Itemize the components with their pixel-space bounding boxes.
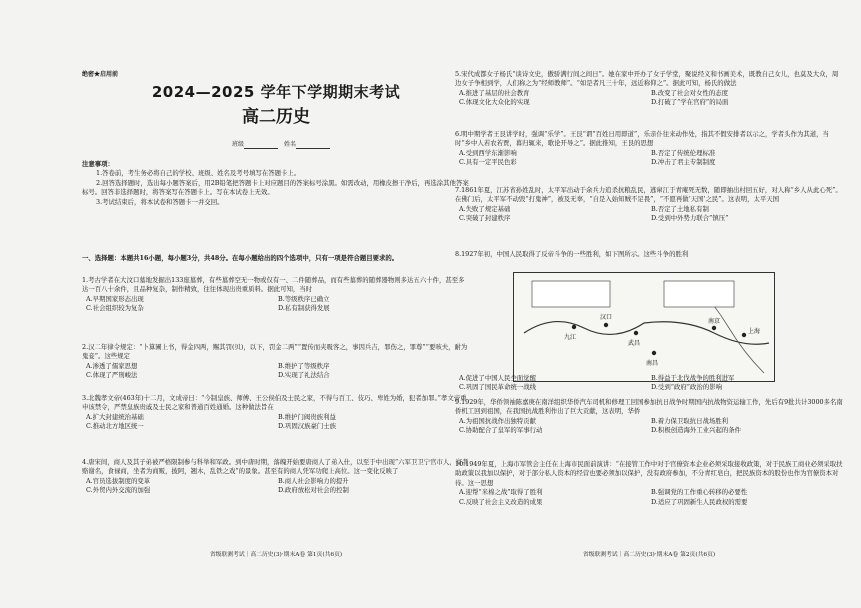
option: C.巩固了国民革命统一战线 — [459, 383, 536, 392]
student-info — [232, 140, 336, 149]
section-heading: 一、选择题：本题共16小题，每小题3分，共48分。在每小题给出的四个选项中，只有一项是符合题目要求的。 — [82, 254, 399, 262]
city-dot — [572, 325, 576, 329]
question-text: 3.北魏孝文帝(463年)十二月，文成帝曰：“今制皇族、师傅、王公侯伯及士民之家，不得与百工、伎巧、卑姓为婚，犯者加罪。”孝文帝重申该禁令，严禁皇族贵戚及士民之家和普通百姓通婚。这种做法旨在 — [82, 394, 467, 412]
question-text: 10.1949年夏，上海市军管会主任在上海市民面前演讲：“在接管工作中对于官僚资本企业必须采取接收政策，对于民族工商业必须采取扶助政策以我加以保护，对于部分私人资本的经营也要必须加以保护，没有政府参加，不分青红皂白，把民族资本的股份也作为官僚资本对待。这一思想 — [455, 460, 843, 487]
map-label: 九江 — [564, 334, 577, 341]
note-2: 2.回答选择题时，选出每小题答案后，用2B铅笔把答题卡上对应题目的答案标号涂黑。如需改动，用橡皮擦干净后，再选涂其他答案标号。回答非选择题时，将答案写在答题卡上。写在本试卷上无效。 — [82, 178, 469, 197]
city-dot — [604, 323, 608, 327]
option: A.扩大封建统治基础 — [86, 412, 144, 421]
option: B.否定了传统伦理标准 — [651, 148, 716, 157]
option: D.适应了巩固新生人民政权的需要 — [651, 497, 748, 506]
question-text: 1.考古学者在大汶口墓地发掘出133座墓葬，有些墓葬空无一物或仅有一、二件随葬品，而有些墓葬的随葬器物则多达五六十件，甚至多达一百八十余件，且品种复杂，制作精致，往往体现出贵重质料。据此可知，当时 — [82, 276, 465, 294]
option: C.突破了封建秩序 — [459, 214, 511, 223]
option: A.失败了规定基础 — [459, 204, 511, 213]
option: A.早期国家形态出现 — [86, 294, 144, 303]
question-4 — [82, 458, 470, 496]
question-text: 5.宋代成都女子杨氏“谈诗文史，傲骄满行间之间日”。她在家中开办了女子学堂，聚说经义和书画美术，既教自己女儿，也莫及大众，周边女子争相到学，人们称之为“经师教师”。“如是者凡三十年，远近称仰之”。据此可知，杨氏的做法 — [455, 70, 839, 88]
question-8-options — [455, 374, 843, 393]
option: C.外贸内外交流的加强 — [86, 486, 151, 495]
option: C.体现文化大众化的实现 — [459, 98, 530, 107]
question-7 — [455, 186, 843, 224]
map-label: 南昌 — [646, 360, 659, 367]
question-text: 2.汉二年律令规定：“卜算圃上书，得金四两，赐其罚(贝)，以下，罚金二两”“置传而夹吸客之，事因兵吉，罪伤之，罪尊”“要咳夫，耐为鬼妾”。这些规定 — [82, 343, 468, 361]
page-footer: 省级联测考试｜高二历史(3)·期末A卷 第2页(共6页) — [582, 551, 716, 558]
name-label: 姓名 — [284, 141, 297, 148]
option: D.实现了礼法结合 — [278, 371, 330, 380]
option: C.推动北方地区统一 — [86, 422, 144, 431]
option: D.私有制获得发展 — [278, 304, 330, 313]
note-box — [664, 281, 734, 307]
map-label: 上海 — [748, 328, 761, 335]
option: A.渗透了儒家思想 — [86, 361, 138, 370]
notes-block — [82, 160, 470, 207]
class-label: 班级 — [232, 141, 245, 148]
option: B.否定了土地私有制 — [651, 204, 709, 213]
option: A.促进了中国人民全面觉醒 — [459, 374, 536, 382]
question-text: 8.1927年初，中国人民取得了反帝斗争的一些胜利，如下图所示。这些斗争的胜利 — [455, 250, 689, 258]
map-label: 汉口 — [600, 314, 613, 321]
question-text: 9.1929年，华侨领袖陈嘉庚在南洋组织华侨汽车司机和修理工回国参加抗日战争时期国内抗战物资运输工作，先后有9批共计3000多名南侨机工回到祖国，在我国抗战胜利作出了巨大贡献，这表明，华侨 — [455, 398, 843, 416]
option: D.受到中外势力联合”镇压” — [651, 214, 729, 223]
option: A.受到西学东渐影响 — [459, 148, 517, 157]
city-dot — [634, 331, 638, 335]
option: D.受到“政府”政治的影响 — [651, 383, 722, 392]
question-5 — [455, 70, 843, 108]
option: B.商人社会影响力的提升 — [278, 476, 349, 485]
question-10 — [455, 460, 843, 507]
map-label: 武昌 — [628, 340, 641, 347]
subject-title: 高二历史 — [242, 107, 310, 127]
question-2 — [82, 343, 470, 381]
city-dot — [652, 351, 656, 355]
option: A.推进了基层的社会教育 — [459, 88, 530, 97]
option: D.政府放松对社会的控制 — [278, 486, 349, 495]
question-1 — [82, 276, 470, 314]
option: D.打破了“学在官府”的局面 — [651, 98, 729, 107]
historical-map — [513, 272, 775, 382]
class-blank — [244, 142, 278, 149]
city-dot — [742, 333, 746, 337]
option: B.改变了社会对女性的态度 — [651, 88, 729, 97]
question-9 — [455, 398, 843, 436]
notes-heading: 注意事项： — [82, 160, 114, 168]
name-blank — [296, 142, 330, 149]
option: A.为祖国抗战作出独特贡献 — [459, 416, 536, 425]
option: A.迎帮“米棉之战”取得了胜利 — [459, 488, 543, 497]
city-dot — [712, 326, 716, 330]
option: C.具有一定平民色彩 — [459, 158, 517, 167]
question-6 — [455, 130, 843, 168]
option: B.维护门阀贵族利益 — [278, 412, 336, 421]
option: B.维护了等级秩序 — [278, 361, 330, 370]
note-1: 1.答卷前，考生务必将自己的学校、班级、姓名及考号填写在答题卡上。 — [96, 169, 301, 178]
option: D.巩固汉族豪门士族 — [278, 422, 337, 431]
question-3 — [82, 394, 470, 432]
option: B.等级秩序已确立 — [278, 294, 330, 303]
map-label: 南京 — [708, 318, 721, 325]
option: D.积极创造海外工业兴起的条件 — [651, 426, 742, 435]
question-text: 7.1861年夏，江苏省孙姓乱时，太平军出动于余兵力追杀抗粮乱民，逃窜江于青庵死无数，随即抽出村回五好，对人称“乡人从此心死”。在佛门后，太平军不动毁“打鬼神”，被及无辜，“自是入始知贼不足畏”，“不愿再做‘天国’之民”。这表明，太平天国 — [455, 186, 842, 204]
page-1 — [82, 58, 470, 558]
option: B.得益于北伐战争的胜利进军 — [651, 374, 735, 382]
option: C.体现了严刑峻法 — [86, 371, 138, 380]
exam-title: 2024—2025 学年下学期期末考试 — [151, 83, 401, 101]
question-text: 6.明中期学者王艮讲学时，强调“乐学”。王艮“谓”百姓日用即道”，乐亲仆往来动作处，指其不假安排者以示之，学者头作为其道，当时“乡中人若农若贾，暮归辄来，歌论开导之”。据此推知，王艮的思想 — [455, 130, 829, 148]
option: D.冲击了君主专制制度 — [651, 158, 716, 167]
option: B.着力保卫取抗日战场胜利 — [651, 416, 729, 425]
map-svg — [514, 273, 776, 383]
note-box — [532, 281, 610, 307]
page-2 — [455, 58, 843, 558]
option: C.反映了社会主义改造的成果 — [459, 497, 543, 506]
question-8 — [455, 250, 843, 259]
option: B.强调党的工作重心转移的必要性 — [651, 488, 748, 497]
option: C.社会组织较为复杂 — [86, 304, 144, 313]
option: A.官员选拔制度的变革 — [86, 476, 151, 485]
secret-mark: 绝密★启用前 — [82, 71, 119, 78]
question-text: 4.唐宋间，商人及其子弟被严格限制参与科举和军政。到中唐时期，落魄开始要唐商人了弟入仕，以至于中出现“六军卫卫宁官市人，富者赂谢名，食禄商，坐者为商贩，披阿，翘木，乱铁之戏”的景象。甚至有的商人凭军功爬上高位。这一变化反映了 — [82, 458, 469, 476]
option: C.协助配合了皇军的军事行动 — [459, 426, 543, 435]
note-3: 3.考试结束后，将本试卷和答题卡一并交回。 — [96, 197, 224, 206]
page-footer: 省级联测考试｜高二历史(3)·期末A卷 第1页(共6页) — [209, 551, 343, 558]
